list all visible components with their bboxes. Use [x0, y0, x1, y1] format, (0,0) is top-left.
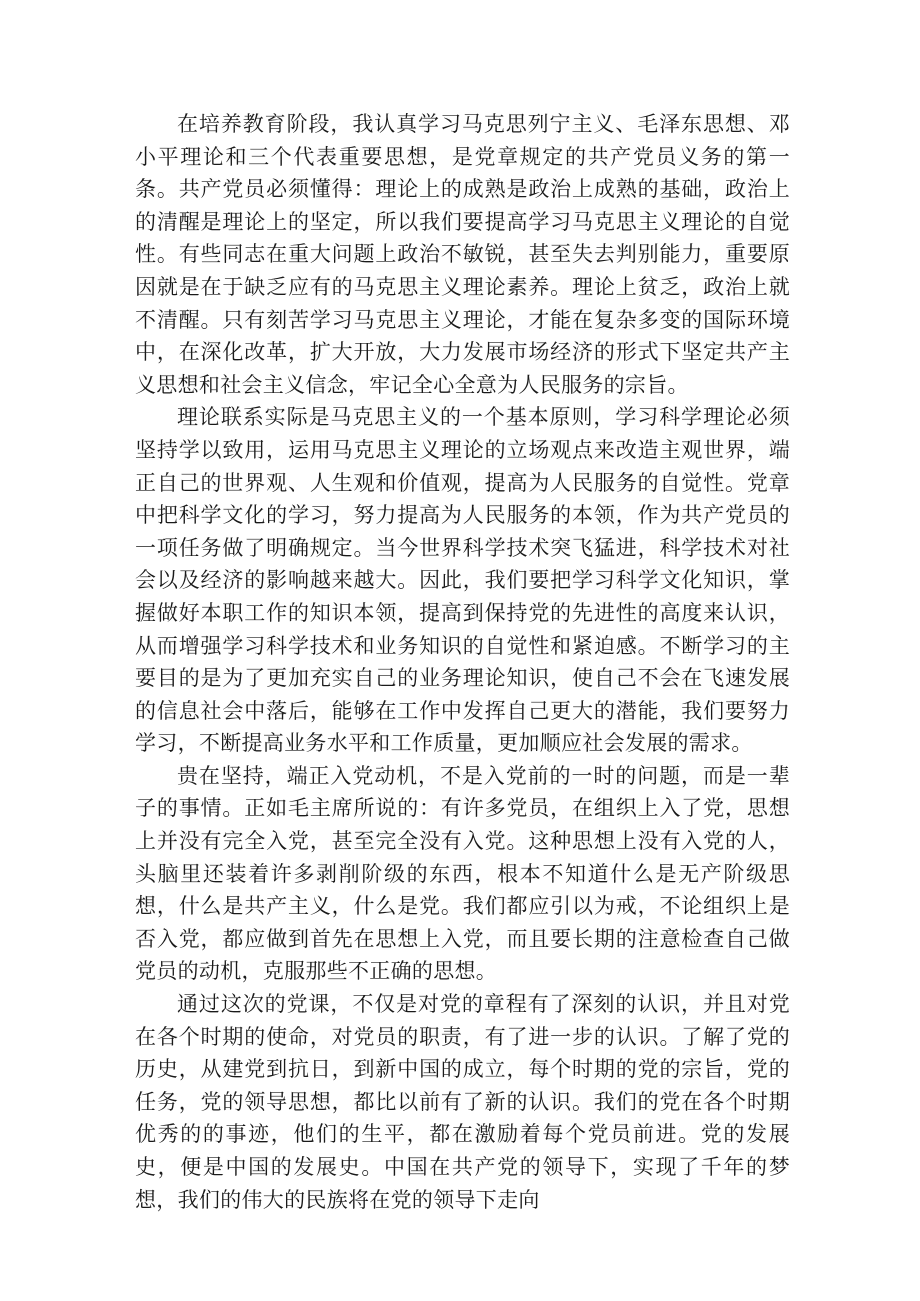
document-body [135, 108, 790, 1216]
paragraph-1: 在培养教育阶段，我认真学习马克思列宁主义、毛泽东思想、邓小平理论和三个代表重要思想，是党章规定的共产党员义务的第一条。共产党员必须懂得：理论上的成熟是政治上成熟的基础，政治上的清醒是理论上的坚定，所以我们要提高学习马克思主义理论的自觉性。有些同志在重大问题上政治不敏锐，甚至失去判别能力，重要原因就是在于缺乏应有的马克思主义理论素养。理论上贫乏，政治上就不清醒。只有刻苦学习马克思主义理论，才能在复杂多变的国际环境中，在深化改革，扩大开放，大力发展市场经济的形式下坚定共产主义思想和社会主义信念，牢记全心全意为人民服务的宗旨。 [135, 112, 790, 397]
paragraph-3: 贵在坚持，端正入党动机，不是入党前的一时的问题，而是一辈子的事情。正如毛主席所说的：有许多党员，在组织上入了党，思想上并没有完全入党，甚至完全没有入党。这种思想上没有入党的人，头脑里还装着许多剥削阶级的东西，根本不知道什么是无产阶级思想，什么是共产主义，什么是党。我们都应引以为戒，不论组织上是否入党，都应做到首先在思想上入党，而且要长期的注意检查自己做党员的动机，克服那些不正确的思想。 [135, 763, 790, 984]
paragraph-4: 通过这次的党课，不仅是对党的章程有了深刻的认识，并且对党在各个时期的使命，对党员的职责，有了进一步的认识。了解了党的历史，从建党到抗日，到新中国的成立，每个时期的党的宗旨，党的任务，党的领导思想，都比以前有了新的认识。我们的党在各个时期优秀的的事迹，他们的生平，都在激励着每个党员前进。党的发展史，便是中国的发展史。中国在共产党的领导下，实现了千年的梦想，我们的伟大的民族将在党的领导下走向 [135, 992, 790, 1212]
paragraph-2: 理论联系实际是马克思主义的一个基本原则，学习科学理论必须坚持学以致用，运用马克思主义理论的立场观点来改造主观世界，端正自己的世界观、人生观和价值观，提高为人民服务的自觉性。党章中把科学文化的学习，努力提高为人民服务的本领，作为共产党员的一项任务做了明确规定。当今世界科学技术突飞猛进，科学技术对社会以及经济的影响越来越大。因此，我们要把学习科学文化知识，掌握做好本职工作的知识本领，提高到保持党的先进性的高度来认识，从而增强学习科学技术和业务知识的自觉性和紧迫感。不断学习的主要目的是为了更加充实自己的业务理论知识，使自己不会在飞速发展的信息社会中落后，能够在工作中发挥自己更大的潜能，我们要努力学习，不断提高业务水平和工作质量，更加顺应社会发展的需求。 [135, 405, 790, 756]
